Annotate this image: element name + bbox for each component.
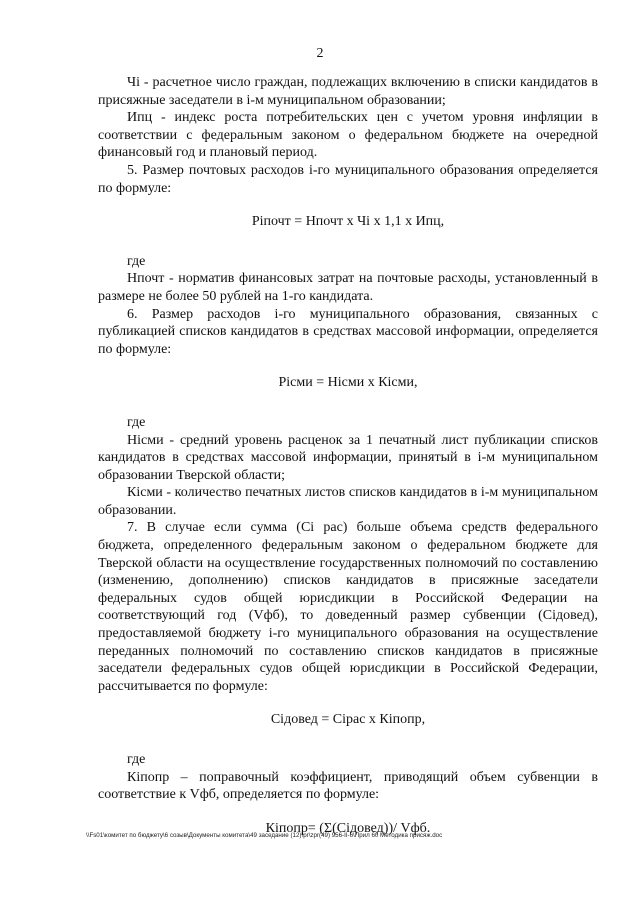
- paragraph-item-5: 5. Размер почтовых расходов i-го муниципального образования определяется по формуле:: [98, 162, 598, 196]
- paragraph-kismi-definition: Кiсми - количество печатных листов списков кандидатов в i-м муниципальном образовании.: [98, 485, 598, 518]
- document-body: [98, 74, 598, 859]
- formula-postal-costs: Рiпочт = Нпочт х Чi х 1,1 х Ипц,: [251, 214, 445, 230]
- paragraph-nismi-definition: Нiсми - средний уровень расценок за 1 печатный лист публикации списков кандидатов в средствах массовой информации, принятый в i-м муниципальном образовании Тверской области;: [98, 432, 598, 483]
- paragraph-kipopr-definition: Кiпопр – поправочный коэффициент, приводящий объем субвенции в соответствие к Vфб, определяется по формуле:: [98, 769, 598, 803]
- page-number: 2: [316, 46, 324, 61]
- paragraph-chi-definition: Чi - расчетное число граждан, подлежащих включению в списки кандидатов в присяжные заседатели в i-м муниципальном образовании;: [98, 75, 598, 108]
- paragraph-ipc-definition: Ипц - индекс роста потребительских цен с учетом уровня инфляции в соответствии с федеральным законом о федеральном бюджете на очередной финансовый год и плановый период.: [98, 110, 598, 161]
- where-label-3: где: [127, 752, 146, 767]
- file-path-footer: \\Fs01\комитет по бюджету\6 созыв\Документы комитета\49 заседание (12)\pr\zpr(49) 956-II-6\Прил 60 Методика присяж.doc: [86, 832, 443, 839]
- formula-subvention: Сiдовед = Сiрас х Кiпопр,: [270, 712, 426, 728]
- paragraph-npocht-definition: Нпочт - норматив финансовых затрат на почтовые расходы, установленный в размере не более 50 рублей на 1-го кандидата.: [98, 271, 598, 304]
- formula-media-costs: Рiсми = Нiсми х Кiсми,: [278, 375, 418, 391]
- formula-correction-coefficient: Кiпопр= (Σ(Сiдовед))/ Vфб.: [265, 820, 431, 836]
- where-label-1: где: [127, 253, 146, 269]
- paragraph-item-6: 6. Размер расходов i-го муниципального образования, связанных с публикацией списков кандидатов в средствах массовой информации, определяется по формуле:: [98, 306, 598, 357]
- paragraph-item-7: 7. В случае если сумма (Сi рас) больше объема средств федерального бюджета, определенного федеральным законом о федеральном бюджете для Тверской области на осуществление государственных полномочий по составлению (изменению, дополнению) списков кандидатов в присяжные заседатели федеральных судов общей юрисдикции в Российской Федерации на соответствующий год (Vфб), то доведенный размер субвенции (Сiдовед), предоставляемой бюджету i-го муниципального образования на осуществление переданных полномочий по составлению списков кандидатов в присяжные заседатели федеральных судов общей юрисдикции в Российской Федерации, рассчитывается по формуле:: [98, 520, 598, 694]
- where-label-2: где: [127, 414, 146, 430]
